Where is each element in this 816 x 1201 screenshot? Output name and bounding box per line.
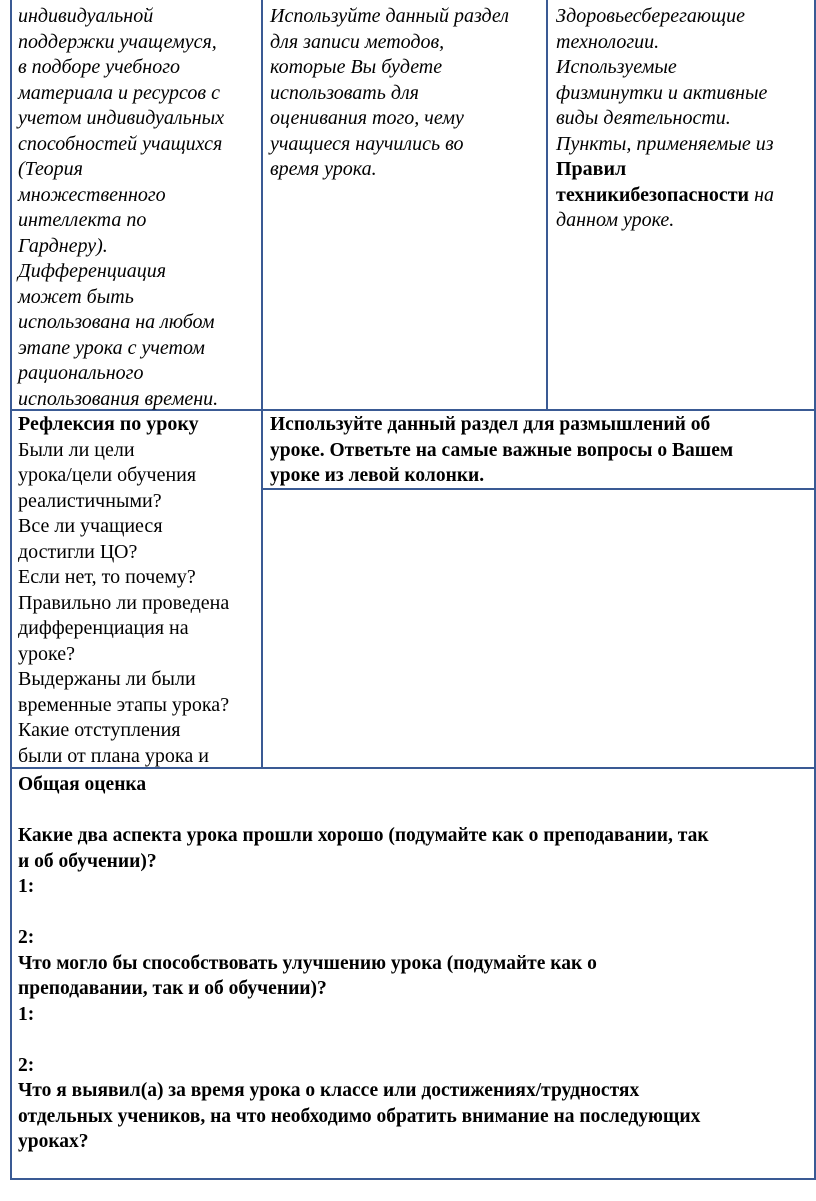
question-line: Если нет, то почему? bbox=[18, 566, 196, 588]
text-line: которые Вы будете bbox=[270, 56, 443, 78]
text-line: виды деятельности. bbox=[556, 107, 731, 129]
answer-item: 2: bbox=[18, 927, 35, 948]
text-line: Пункты, применяемые из bbox=[556, 132, 774, 155]
text-fragment: на bbox=[749, 183, 774, 206]
answer-item: 1: bbox=[18, 876, 35, 897]
col-divider-2 bbox=[546, 0, 548, 410]
text-line: использования времени. bbox=[18, 387, 219, 410]
reflection-instruction-cell bbox=[270, 412, 733, 489]
text-line: использована на любом bbox=[18, 311, 215, 333]
question-line: Правильно ли проведена bbox=[18, 591, 230, 614]
question-line: были от плана урока и bbox=[18, 744, 209, 767]
question-line: уроке? bbox=[18, 642, 75, 665]
reflection-questions-cell bbox=[18, 412, 229, 769]
question-line: Выдержаны ли были bbox=[18, 668, 196, 690]
text-line: Используемые bbox=[556, 56, 677, 78]
text-line: в подборе учебного bbox=[18, 56, 181, 78]
question-line: Что могло бы способствовать улучшению урока (подумайте как о bbox=[18, 952, 597, 974]
question-line: Все ли учащиеся bbox=[18, 515, 163, 537]
question-line: Какие два аспекта урока прошли хорошо (подумайте как о преподавании, так bbox=[18, 825, 709, 846]
text-line: материала и ресурсов с bbox=[18, 81, 220, 104]
reflection-title: Рефлексия по уроку bbox=[18, 413, 199, 435]
instruction-line: Используйте данный раздел для размышлений об bbox=[270, 414, 711, 435]
table-border-bottom bbox=[10, 1178, 816, 1180]
question-line: и об обучении)? bbox=[18, 850, 157, 872]
question-line: дифференциация на bbox=[18, 617, 189, 639]
question-line: отдельных учеников, на что необходимо обратить внимание на последующих bbox=[18, 1105, 701, 1127]
question-line: реалистичными? bbox=[18, 489, 162, 512]
text-line: способностей учащихся bbox=[18, 132, 223, 155]
text-line: время урока. bbox=[270, 158, 377, 180]
text-line: учащиеся научились во bbox=[270, 132, 464, 155]
question-line: достигли ЦО? bbox=[18, 540, 138, 563]
text-line: рационального bbox=[18, 362, 144, 384]
text-line: оценивания того, чему bbox=[270, 107, 464, 129]
health-safety-cell bbox=[556, 4, 774, 234]
answer-item: 1: bbox=[18, 1003, 35, 1025]
text-line: Дифференциация bbox=[18, 260, 167, 282]
differentiation-cell bbox=[18, 4, 224, 412]
question-line: урока/цели обучения bbox=[18, 464, 197, 486]
text-line: Здоровьесберегающие bbox=[556, 5, 745, 27]
answer-item: 2: bbox=[18, 1054, 35, 1076]
assessment-cell bbox=[270, 4, 509, 183]
safety-rules-bold: Правил bbox=[556, 158, 627, 180]
question-line: Что я выявил(а) за время урока о классе или достижениях/трудностях bbox=[18, 1080, 640, 1101]
reflection-answer-area[interactable] bbox=[263, 490, 814, 767]
text-line: Гарднеру). bbox=[18, 234, 108, 257]
instruction-line: уроке. Ответьте на самые важные вопросы о Вашем bbox=[270, 439, 734, 461]
text-line: данном уроке. bbox=[556, 209, 675, 231]
summary-title: Общая оценка bbox=[18, 774, 147, 795]
question-line: временные этапы урока? bbox=[18, 693, 230, 716]
text-line bbox=[556, 183, 774, 209]
text-line: поддержки учащемуся, bbox=[18, 30, 217, 53]
text-line: использовать для bbox=[270, 81, 419, 104]
text-line: индивидуальной bbox=[18, 5, 154, 27]
instruction-line: уроке из левой колонки. bbox=[270, 465, 485, 486]
question-line: Какие отступления bbox=[18, 719, 181, 741]
text-line: интеллекта по bbox=[18, 209, 147, 231]
question-line: Были ли цели bbox=[18, 438, 135, 461]
table-border-left bbox=[10, 0, 12, 1180]
text-line: физминутки и активные bbox=[556, 81, 768, 104]
text-line: может быть bbox=[18, 285, 134, 308]
text-line: Используйте данный раздел bbox=[270, 5, 510, 27]
text-line: этапе урока с учетом bbox=[18, 336, 205, 359]
question-line: уроках? bbox=[18, 1131, 89, 1152]
text-line: для записи методов, bbox=[270, 30, 445, 53]
text-line: (Теория bbox=[18, 158, 83, 180]
text-line: технологии. bbox=[556, 30, 660, 53]
text-line: учетом индивидуальных bbox=[18, 107, 225, 129]
question-line: преподавании, так и об обучении)? bbox=[18, 978, 327, 999]
summary-cell bbox=[18, 772, 709, 1155]
safety-rules-bold-2: техникибезопасности bbox=[556, 183, 750, 206]
text-line: множественного bbox=[18, 183, 166, 206]
